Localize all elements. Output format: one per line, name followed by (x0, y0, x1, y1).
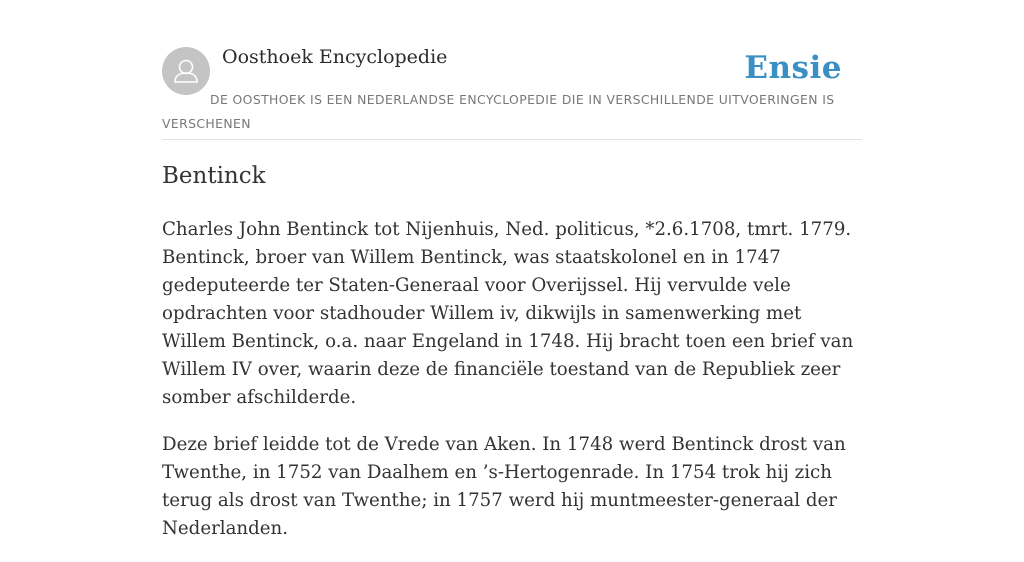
site-tagline: DE OOSTHOEK IS EEN NEDERLANDSE ENCYCLOPEDIE DIE IN VERSCHILLENDE UITVOERINGEN IS VERSCHENEN (162, 92, 835, 131)
header-divider (162, 139, 862, 140)
article-title: Bentinck (162, 163, 266, 189)
site-name-link[interactable]: Oosthoek Encyclopedie (222, 46, 448, 68)
article-paragraph: Charles John Bentinck tot Nijenhuis, Ned. politicus, *2.6.1708, tmrt. 1779. Bentinck, broer van Willem Bentinck, was staatskolonel en in 1747 gedeputeerde ter Staten-Generaal voor Overijssel. Hij vervulde vele opdrachten voor stadhouder Willem iv, dikwijls in samenwerking met Willem Bentinck, o.a. naar Engeland in 1748. Hij bracht toen een brief van Willem IV over, waarin deze de financiële toestand van de Republiek zeer somber afschilderde. (162, 219, 854, 408)
article-body (162, 216, 862, 562)
brand-logo-link[interactable]: Ensie (744, 50, 842, 86)
article-paragraph: Deze brief leidde tot de Vrede van Aken. In 1748 werd Bentinck drost van Twenthe, in 1752 van Daalhem en ’s-Hertogenrade. In 1754 trok hij zich terug als drost van Twenthe; in 1757 werd hij muntmeester-generaal der Nederlanden. (162, 434, 846, 539)
